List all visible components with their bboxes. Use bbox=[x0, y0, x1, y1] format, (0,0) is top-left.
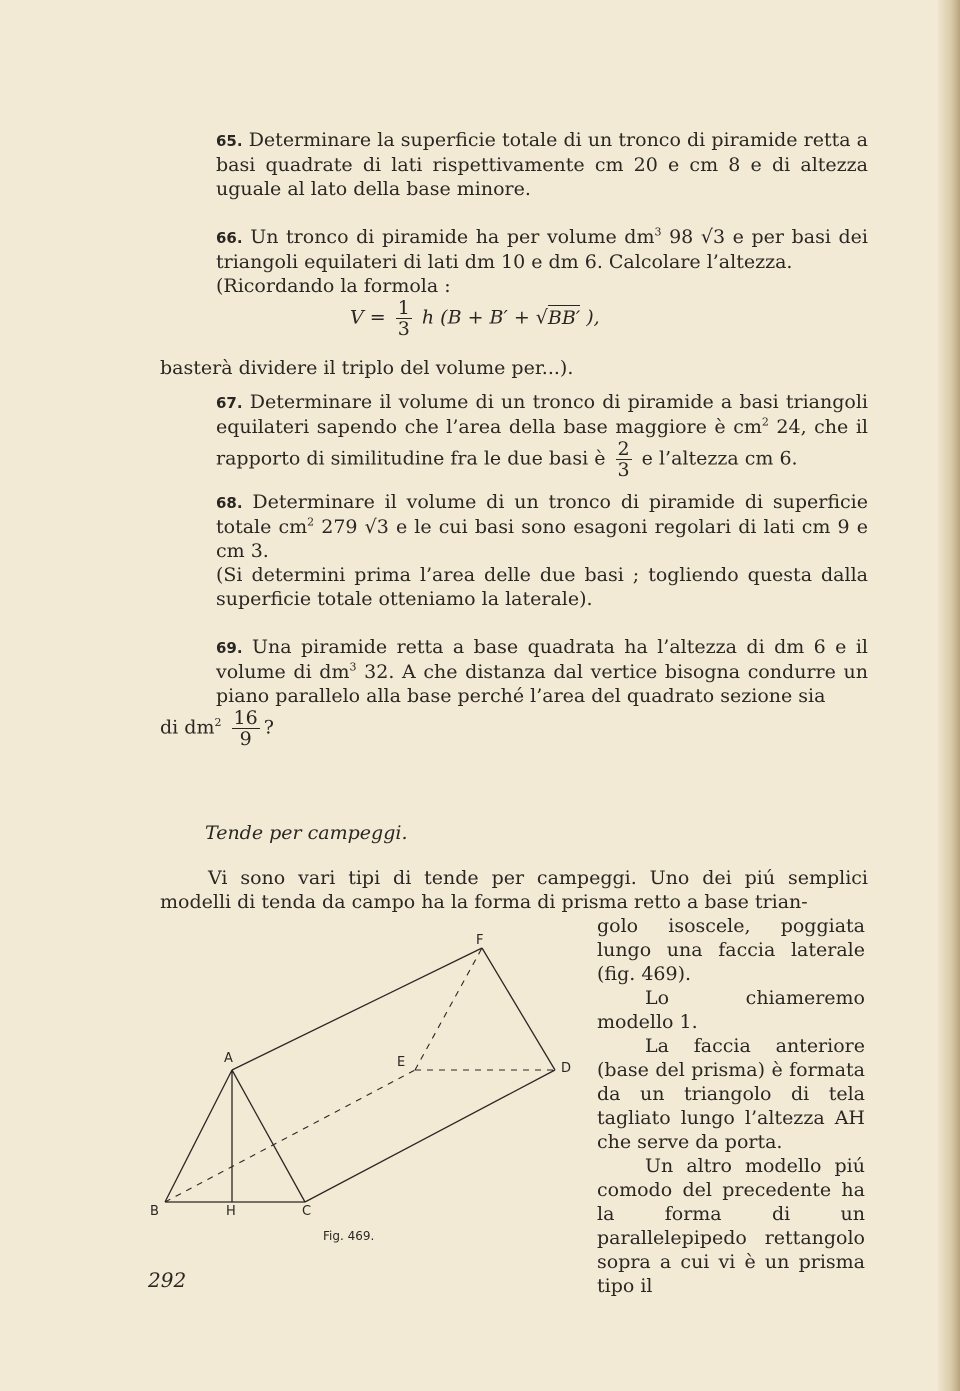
fraction-denominator: 3 bbox=[397, 318, 410, 340]
fraction-denominator: 3 bbox=[617, 459, 630, 481]
exercise-number: 68. bbox=[216, 494, 243, 512]
exercise-number: 65. bbox=[216, 132, 243, 150]
label-f: F bbox=[476, 933, 484, 948]
exercise-text: di dm bbox=[160, 716, 215, 739]
ridge-af bbox=[232, 948, 482, 1070]
formula-close: ), bbox=[586, 306, 600, 329]
figure-caption: Fig. 469. bbox=[323, 1229, 375, 1243]
page-edge bbox=[938, 0, 960, 1391]
side-paragraph-4: Un altro modello piú comodo del precedente ha la forma di un parallelepipedo rettangolo sopra a cui vi è un prisma tipo il bbox=[597, 1155, 865, 1297]
page-number: 292 bbox=[148, 1268, 187, 1292]
superscript: 3 bbox=[654, 225, 662, 239]
exercise-text: 32. A che distanza dal vertice bisogna condurre un piano parallelo alla base perché l’area del quadrato sezione sia bbox=[216, 661, 868, 707]
area-fraction bbox=[232, 708, 260, 749]
ratio-fraction bbox=[616, 439, 632, 480]
edge-ac bbox=[232, 1070, 305, 1202]
formula-sqrt: BB′ bbox=[547, 306, 581, 329]
exercise-text: Un tronco di piramide ha per volume dm bbox=[250, 226, 655, 248]
hidden-lines bbox=[165, 948, 555, 1202]
exercise-text: Determinare il volume di un tronco di piramide a basi triangoli equilateri sapendo che l’area della base maggiore è cm bbox=[216, 391, 868, 438]
label-a: A bbox=[224, 1051, 233, 1066]
fraction-numerator: 1 bbox=[397, 297, 410, 319]
exercise-text: Determinare il volume di un tronco di piramide di superficie totale cm bbox=[216, 491, 869, 538]
exercise-68-hint bbox=[160, 563, 868, 611]
hidden-be bbox=[165, 1070, 415, 1202]
label-c: C bbox=[302, 1204, 312, 1219]
tent-figure bbox=[140, 930, 590, 1240]
section-title: Tende per campeggi. bbox=[205, 822, 408, 844]
fraction-numerator: 16 bbox=[233, 707, 258, 729]
volume-formula: V = $\frac{1}{3}$ h (B + B′ + √BB′ ), bbox=[350, 297, 600, 340]
label-h: H bbox=[226, 1204, 236, 1219]
exercise-text: Determinare la superficie totale di un tronco di piramide retta a basi quadrate di lati rispettivamente cm 20 e cm 8 e di altezza uguale al lato della base minore. bbox=[216, 129, 868, 200]
question-mark: ? bbox=[263, 716, 274, 739]
label-b: B bbox=[150, 1204, 159, 1219]
fraction-denominator: 9 bbox=[239, 728, 252, 750]
edge-cd bbox=[305, 1070, 555, 1202]
exercise-68 bbox=[160, 490, 868, 563]
formula-lhs: V = bbox=[350, 306, 386, 329]
superscript: 2 bbox=[761, 415, 769, 429]
exercise-67 bbox=[160, 390, 868, 480]
exercise-text: 24, che il rapporto di similitudine fra le due basi è bbox=[216, 416, 868, 470]
hint-text: basterà dividere il triplo del volume per...). bbox=[160, 357, 574, 379]
exercise-66-after bbox=[160, 356, 868, 380]
label-e: E bbox=[397, 1055, 406, 1070]
formula-fraction bbox=[396, 298, 412, 339]
hint-text: (Si determini prima l’area delle due basi ; togliendo questa dalla superficie totale otteniamo la laterale). bbox=[216, 564, 868, 610]
figure-lines bbox=[165, 948, 555, 1202]
side-paragraph-3: La faccia anteriore (base del prisma) è formata da un triangolo di tela tagliato lungo l’altezza AH che serve da porta. bbox=[597, 1035, 865, 1153]
edge-ba bbox=[165, 1070, 232, 1202]
exercise-text: e l’altezza cm 6. bbox=[641, 447, 798, 470]
fraction-numerator: 2 bbox=[617, 438, 630, 460]
exercise-text: 98 √3 e per basi dei triangoli equilateri di lati dm 10 e dm 6. Calcolare l’altezza. bbox=[216, 226, 868, 273]
side-paragraph-2: Lo chiameremo modello 1. bbox=[597, 987, 865, 1033]
side-paragraph-1: golo isoscele, poggiata lungo una faccia laterale (fig. 469). bbox=[597, 915, 865, 985]
intro-text: Vi sono vari tipi di tende per campeggi. Uno dei piú semplici modelli di tenda da campo ha la forma di prisma retto a base trian- bbox=[160, 867, 868, 913]
hint-text: (Ricordando la formola : bbox=[216, 275, 451, 297]
superscript: 3 bbox=[349, 660, 357, 674]
exercise-text: 279 √3 e le cui basi sono esagoni regolari di lati cm 9 e cm 3. bbox=[216, 516, 868, 562]
exercise-number: 67. bbox=[216, 394, 243, 412]
superscript: 2 bbox=[307, 515, 315, 529]
exercise-66 bbox=[160, 225, 868, 274]
exercises-block bbox=[160, 128, 868, 749]
label-d: D bbox=[561, 1061, 572, 1076]
exercise-number: 69. bbox=[216, 639, 243, 657]
section-intro bbox=[160, 866, 868, 914]
exercise-66-hint bbox=[160, 274, 868, 298]
exercise-69-end bbox=[160, 708, 868, 749]
exercise-69 bbox=[160, 635, 868, 708]
side-column bbox=[597, 914, 865, 1298]
superscript: 2 bbox=[214, 716, 222, 730]
formula-rhs: h (B + B′ + bbox=[421, 306, 530, 329]
exercise-number: 66. bbox=[216, 229, 243, 247]
exercise-65 bbox=[160, 128, 868, 201]
exercise-text: Una piramide retta a base quadrata ha l’altezza di dm 6 e il volume di dm bbox=[216, 636, 868, 683]
hidden-ef bbox=[415, 948, 482, 1070]
edge-fd bbox=[482, 948, 555, 1070]
